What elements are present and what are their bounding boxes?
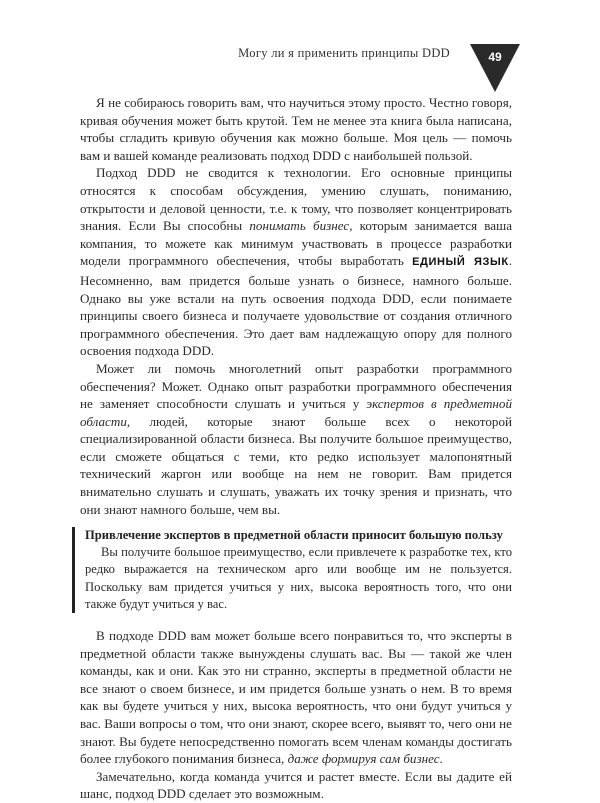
paragraph-4-emphasis: даже формируя сам бизнес xyxy=(287,751,440,767)
ubiquitous-language-term: ЕДИНЫЙ ЯЗЫК xyxy=(412,256,509,269)
paragraph-2-text-c: . Несомненно, вам придется больше узнать о бизнесе, намного больше. Однако вы уже встали на путь освоения подхода DDD, если понимаете принципы своего бизнеса и получаете удовольствие от создания отличного программного обеспечения. Это дает вам надлежащую опору для полного освоения подхода DDD. xyxy=(80,253,512,359)
page-number-badge xyxy=(470,44,520,92)
paragraph-3 xyxy=(80,360,512,518)
paragraph-4 xyxy=(80,627,512,768)
page-number: 49 xyxy=(488,50,502,64)
spacer xyxy=(80,613,512,627)
paragraph-2 xyxy=(80,164,512,360)
paragraph-3-text-a: Может ли помочь многолетний опыт разработки программного обеспечения? Может. Однако опыт разработки программного обеспечения не заменяет способности слушать и учиться у xyxy=(80,360,512,412)
paragraph-4-end: . xyxy=(439,751,443,767)
spacer xyxy=(80,518,512,527)
sidebar-text: Вы получите большое преимущество, если привлечете к разработке тех, кто редко выражается на техническом арго или вообще им не пользуется. Поскольку вам придется учиться у них, высока вероятность того, что они также будут учиться у вас. xyxy=(85,545,512,611)
paragraph-2-text-a: Подход DDD не сводится к технологии. Его основные принципы относятся к способам обсуждения, умению слушать, пониманию, открытости и деловой ценности, т.е. к тому, что позволяет концентрировать знания. Если Вы способны xyxy=(80,165,512,234)
paragraph-5: Замечательно, когда команда учится и растет вместе. Если вы дадите ей шанс, подход DDD сделает это возможным. xyxy=(80,768,512,802)
paragraph-3-emphasis: экспертов в предметной области xyxy=(80,396,513,429)
paragraph-2-emphasis: понимать бизнес xyxy=(249,218,350,234)
paragraph-2-text-b: , которым занимается ваша компания, то можете как минимум участвовать в процессе разработки модели программного обеспечения, чтобы выработать xyxy=(80,218,513,269)
page-body xyxy=(80,94,512,803)
running-title: Могу ли я применить принципы DDD xyxy=(238,46,450,60)
paragraph-1: Я не собираюсь говорить вам, что научиться этому просто. Честно говоря, кривая обучения может быть крутой. Тем не менее эта книга была написана, чтобы сгладить кривую обучения как можно больше. Моя цель — помочь вам и вашей команде реализовать подход DDD с наибольшей пользой. xyxy=(80,95,512,163)
sidebar-box xyxy=(72,527,512,613)
paragraph-3-text-b: , людей, которые знают больше всех о некоторой специализированной области бизнеса. Вы получите большое преимущество, если сможете общаться с теми, кто редко использует малопонятный технический жаргон или вообще на нем не говорит. Вам придется внимательно слушать и слушать, уважать их точку зрения и признать, что они знают намного больше, чем вы. xyxy=(80,413,512,517)
paragraph-4-text: В подходе DDD вам может больше всего понравиться то, что эксперты в предметной области также вынуждены слушать вас. Вы — такой же член команды, как и они. Как это ни странно, эксперты в предметной области не все знают о своем бизнесе, и им придется больше узнать о нем. В то время как вы будете учиться у них, высока вероятность, что они будут учиться у вас. Ваши вопросы о том, что они знают, скорее всего, выявят то, чего они не знают. Вы будете непосредственно помогать всем членам команды достигать более глубокого понимания бизнеса, xyxy=(80,628,512,767)
sidebar-title: Привлечение экспертов в предметной области приносит большую пользу xyxy=(85,528,503,543)
